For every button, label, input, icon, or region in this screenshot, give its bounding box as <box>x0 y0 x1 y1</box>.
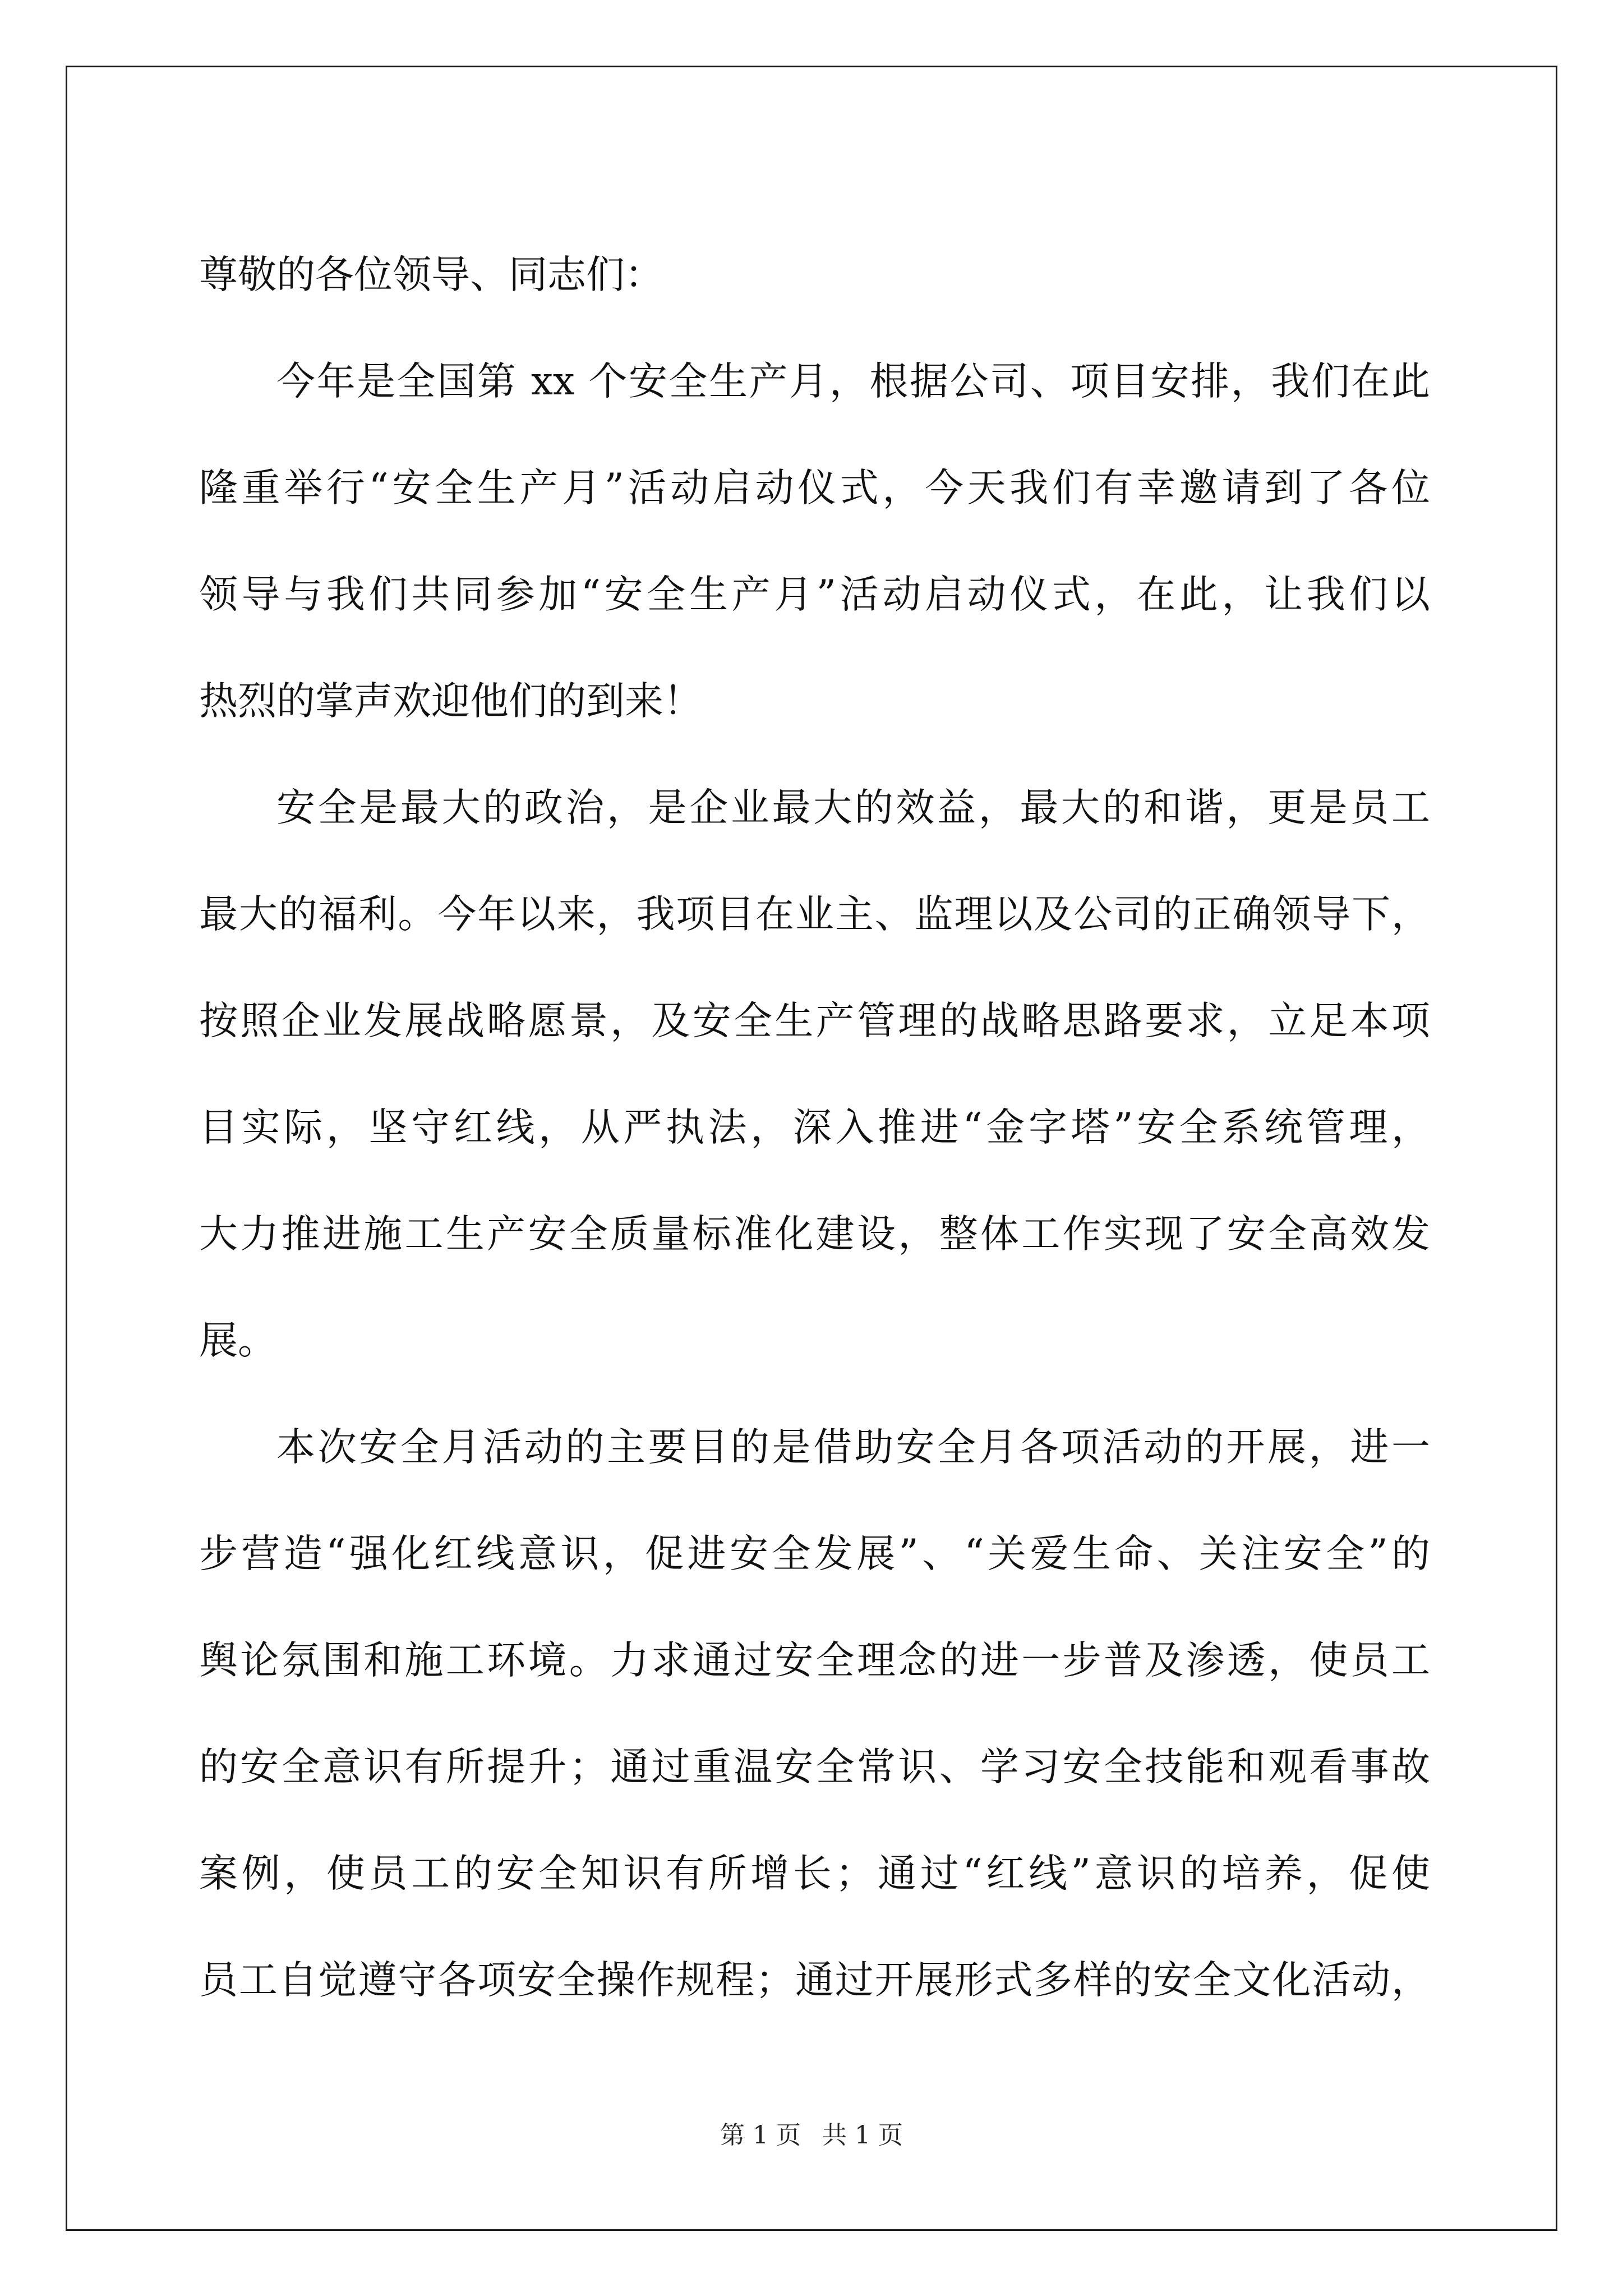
paragraph-3-line-2: 步营造“强化红线意识，促进安全发展”、“关爱生命、关注安全”的 <box>199 1531 1430 1576</box>
paragraph-2-line-6: 展。 <box>199 1318 276 1363</box>
paragraph-3-line-5: 案例，使员工的安全知识有所增长；通过“红线”意识的培养，促使 <box>199 1851 1430 1896</box>
greeting-line: 尊敬的各位领导、同志们： <box>199 252 663 297</box>
paragraph-3-line-6: 员工自觉遵守各项安全操作规程；通过开展形式多样的安全文化活动， <box>199 1958 1430 2003</box>
paragraph-3-line-4: 的安全意识有所提升；通过重温安全常识、学习安全技能和观看事故 <box>199 1745 1430 1789</box>
paragraph-3-line-3: 舆论氛围和施工环境。力求通过安全理念的进一步普及渗透，使员工 <box>199 1638 1430 1683</box>
paragraph-2-line-5: 大力推进施工生产安全质量标准化建设，整体工作实现了安全高效发 <box>199 1212 1430 1257</box>
page-number: 第 1 页 <box>720 2121 801 2150</box>
paragraph-2-line-4: 目实际，坚守红线，从严执法，深入推进“金字塔”安全系统管理， <box>199 1105 1430 1150</box>
paragraph-3-line-1: 本次安全月活动的主要目的是借助安全月各项活动的开展，进一 <box>276 1425 1430 1470</box>
paragraph-2-line-2: 最大的福利。今年以来，我项目在业主、监理以及公司的正确领导下， <box>199 892 1430 937</box>
paragraph-2-line-1: 安全是最大的政治，是企业最大的效益，最大的和谐，更是员工 <box>276 785 1430 830</box>
paragraph-1-line-4: 热烈的掌声欢迎他们的到来！ <box>199 679 702 724</box>
paragraph-1-line-2: 隆重举行“安全生产月”活动启动仪式，今天我们有幸邀请到了各位 <box>199 466 1430 510</box>
document-body <box>199 222 1430 2033</box>
page-total: 共 1 页 <box>822 2121 903 2150</box>
paragraph-1-line-1: 今年是全国第 xx 个安全生产月，根据公司、项目安排，我们在此 <box>276 359 1430 404</box>
paragraph-2-line-3: 按照企业发展战略愿景，及安全生产管理的战略思路要求，立足本项 <box>199 999 1430 1043</box>
paragraph-1-line-3: 领导与我们共同参加“安全生产月”活动启动仪式，在此，让我们以 <box>199 572 1430 617</box>
page-footer <box>0 2115 1623 2151</box>
